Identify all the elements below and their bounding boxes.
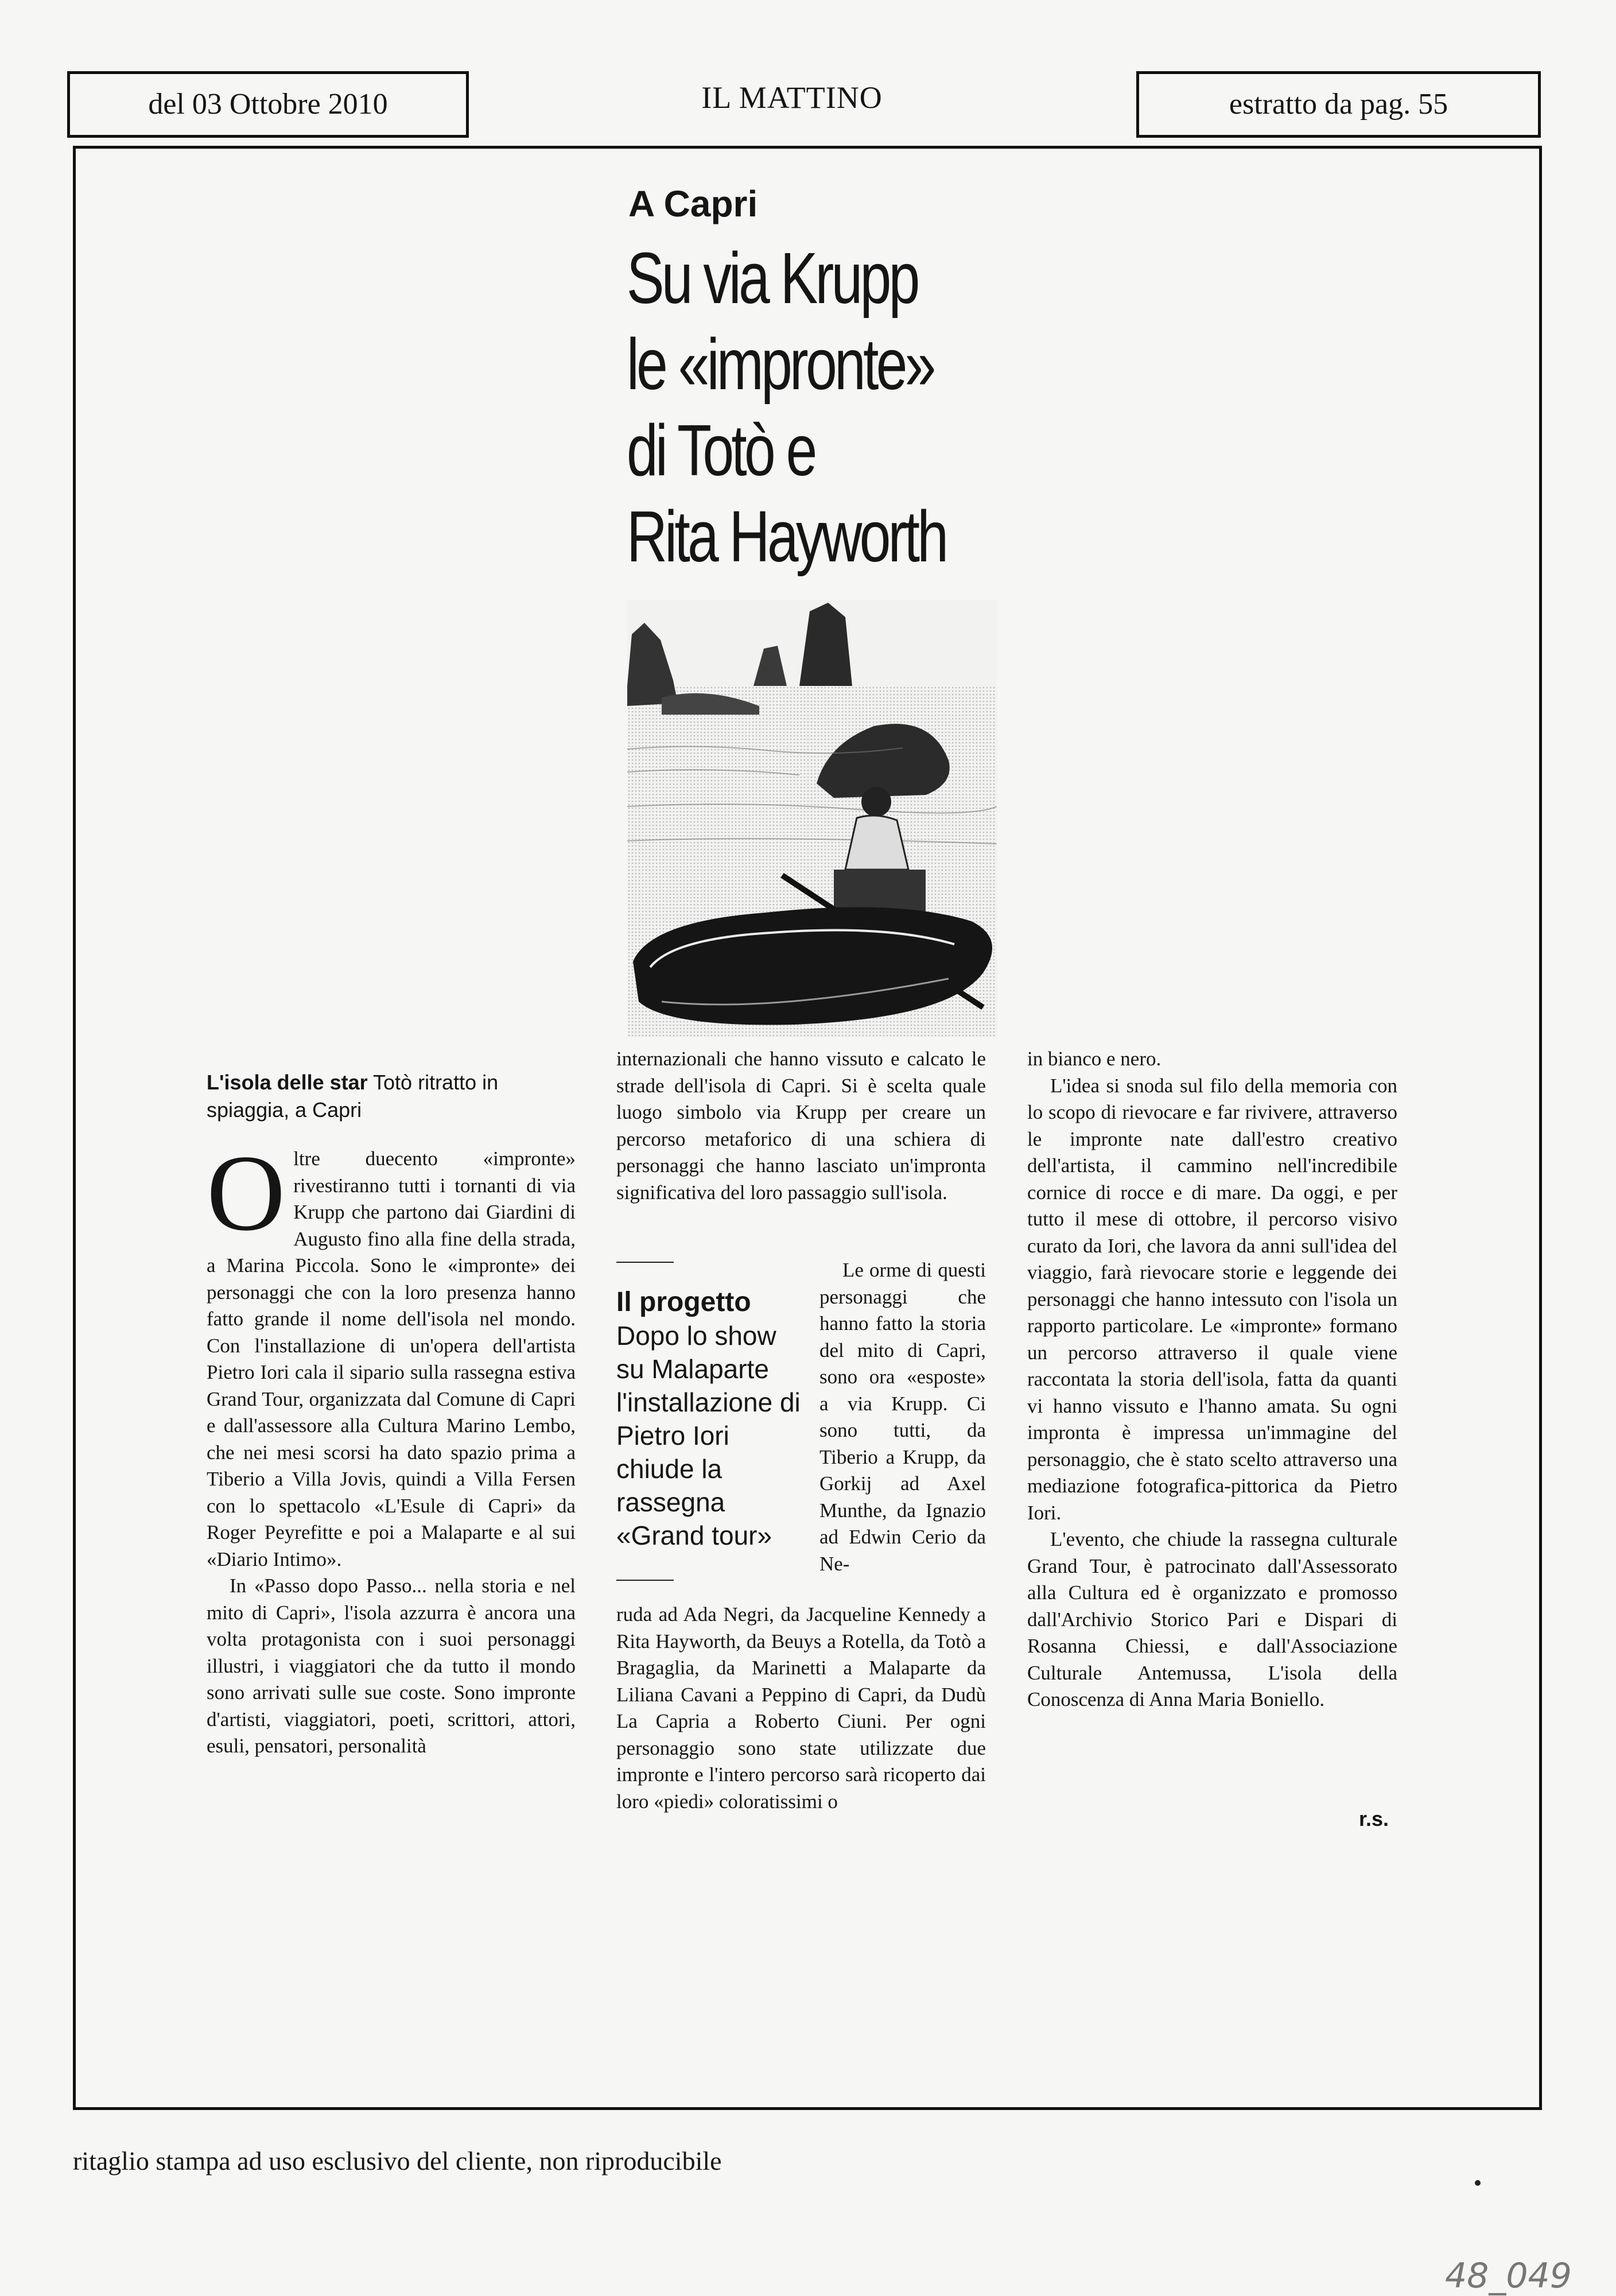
headline-line: Rita Hayworth <box>627 496 946 577</box>
divider <box>616 1262 674 1263</box>
caption-title: L'isola delle star <box>207 1071 368 1094</box>
sidebar-box <box>616 1286 811 1552</box>
archive-number: 48_049 <box>1445 2256 1572 2296</box>
caption-text: Totò ritratto in spiaggia, a Capri <box>207 1071 499 1122</box>
paragraph: internazionali che hanno vissuto e calcato le strade dell'isola di Capri. Si è scelta quale luogo simbolo via Krupp per creare un percorso metaforico di una schiera di personaggi che hanno lasciato un'impronta significativa del loro passaggio sull'isola. <box>616 1048 986 1204</box>
newspaper-masthead: IL MATTINO <box>701 80 883 115</box>
article-column-3 <box>1027 1046 1397 1713</box>
author-signature: r.s. <box>1359 1807 1389 1830</box>
article-photo <box>627 600 997 1037</box>
dot-mark <box>1475 2180 1481 2186</box>
photo-caption <box>207 1069 574 1124</box>
divider <box>616 1580 674 1581</box>
article-headline <box>627 235 946 580</box>
headline-line: Su via Krupp <box>627 238 918 319</box>
headline-line: di Totò e <box>627 410 815 491</box>
article-column-2-top <box>616 1046 986 1206</box>
paragraph <box>207 1133 576 1573</box>
article-column-2-bottom <box>616 1601 986 1815</box>
paragraph: L'idea si snoda sul filo della memoria con lo scopo di rievocare e far rivivere, attraverso le impronte nate dall'estro creativo dell'artista, il cammino nell'incredibile cornice di rocce e di mare. Da oggi, e per tutto il mese di ottobre, il percorso visivo curato da Iori, che lavora da anni sull'idea del viaggio, farà rievocare storie e leggende dei personaggi che hanno intessuto con l'isola un rapporto particolare. Le «impronte» formano un percorso attraverso il quale viene raccontata la storia dell'isola, fatta da quanti vi hanno vissuto e l'hanno amata. Su ogni impronta è impressa un'immagine del personaggio, che è stato scelto attraverso una mediazione fotografica-pittorica da Pietro Iori. <box>1027 1074 1397 1524</box>
paragraph: L'evento, che chiude la rassegna culturale Grand Tour, è patrocinato dall'Assessorato alla Cultura ed è organizzato e promosso dall'Archivio Storico Pari e Dispari di Rosanna Chiessi, e dall'Associazione Culturale Antemussa, L'isola della Conoscenza di Anna Maria Boniello. <box>1027 1528 1397 1711</box>
article-column-1 <box>207 1133 576 1760</box>
sidebar-title: Il progetto <box>616 1287 751 1317</box>
article-kicker: A Capri <box>628 183 758 224</box>
article-column-2-mid <box>819 1257 986 1577</box>
publication-date: del 03 Ottobre 2010 <box>148 88 388 121</box>
paragraph: In «Passo dopo Passo... nella storia e nel mito di Capri», l'isola azzurra è ancora una volta protagonista con i suoi personaggi illustri, i viaggiatori che da tutto il mondo sono arrivati sulle sue coste. Sono impronte d'artisti, viaggiatori, poeti, scrittori, attori, esuli, pensatori, personalità <box>207 1574 576 1757</box>
headline-line: le «impronte» <box>627 324 934 405</box>
paragraph-text: ltre duecento «impronte» rivestiranno tutti i tornanti di via Krupp che partono dai Giardini di Augusto fino alla fine della strada, a Marina Piccola. Sono le «impronte» dei personaggi che con la loro presenza hanno fatto grande il nome dell'isola nel mondo. Con l'installazione di un'opera dell'artista Pietro Iori cala il sipario sulla rassegna estiva Grand Tour, organizzata dal Comune di Capri e dall'assessore alla Cultura Marino Lembo, che nei mesi scorsi ha dato spazio prima a Tiberio a Villa Jovis, quindi a Villa Fersen con lo spettacolo «L'Esule di Capri» da Roger Peyrefitte e poi a Malaparte e al sui «Diario Intimo». <box>207 1147 576 1570</box>
page-reference: estratto da pag. 55 <box>1229 88 1448 121</box>
paragraph: Le orme di questi personaggi che hanno fatto la storia del mito di Capri, sono ora «esposte» a via Krupp. Ci sono tutti, da Tiberio a Krupp, da Gorkij ad Axel Munthe, da Ignazio ad Edwin Cerio da Ne- <box>819 1259 986 1575</box>
sidebar-text: Dopo lo show su Malaparte l'installazione di Pietro Iori chiude la rassegna «Grand tour» <box>616 1321 801 1550</box>
paragraph: in bianco e nero. <box>1027 1048 1162 1070</box>
paragraph: ruda ad Ada Negri, da Jacqueline Kennedy a Rita Hayworth, da Beuys a Rotella, da Totò a Bragaglia, da Marinetti a Malaparte da Liliana Cavani a Peppino di Capri, da Dudù La Capria a Roberto Ciuni. Per ogni personaggio sono state utilizzate due impronte e l'intero percorso sarà ricoperto dai loro «piedi» coloratissimi o <box>616 1603 986 1813</box>
footer-notice: ritaglio stampa ad uso esclusivo del cliente, non riproducibile <box>73 2146 722 2175</box>
drop-cap: O <box>207 1133 286 1254</box>
